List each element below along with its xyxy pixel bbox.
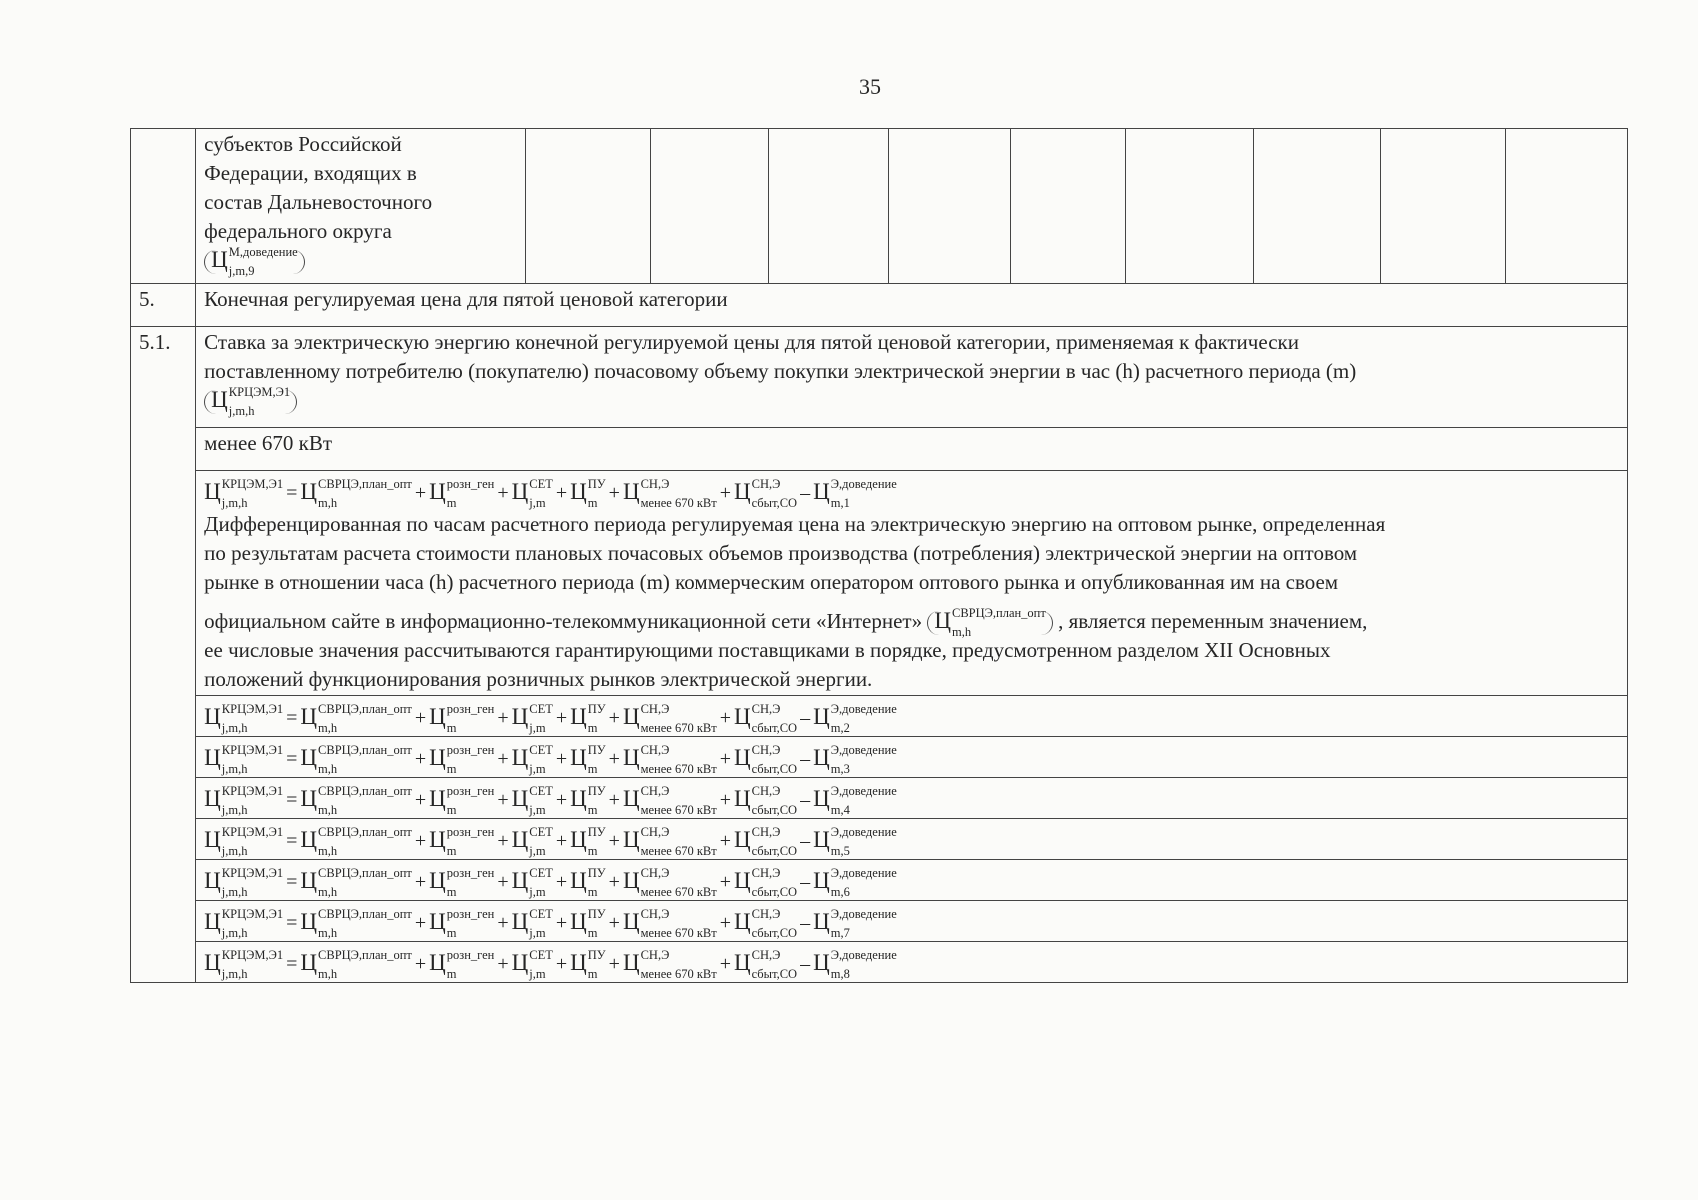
price-symbol: Ц: [511, 950, 529, 975]
price-symbol: Ц: [733, 745, 751, 770]
row-5-1-title: [196, 327, 1628, 428]
row-5-title: Конечная регулируемая цена для пятой ценовой категории: [196, 284, 1628, 327]
value-cell: [1506, 129, 1628, 284]
price-symbol: Ц: [570, 868, 587, 893]
price-symbol: Ц: [813, 704, 830, 729]
value-cell: [1126, 129, 1254, 284]
value-cell: [651, 129, 768, 284]
formula-row: [131, 942, 1628, 983]
value-cell: [768, 129, 889, 284]
formula-cell: [196, 737, 1628, 778]
continuation-num-cell: [131, 129, 196, 284]
price-symbol: Ц: [570, 745, 587, 770]
price-symbol: Ц: [204, 909, 221, 934]
price-symbol: Ц: [570, 704, 587, 729]
continuation-text-line: субъектов Российской: [204, 132, 402, 156]
inline-formula: Ц СВРЦЭ,план_опт m,h: [927, 611, 1052, 635]
price-symbol: Ц: [733, 909, 751, 934]
price-symbol: Ц: [570, 909, 587, 934]
row-5-1-text-line: поставленному потребителю (покупателю) почасовому объему покупки электрической энергии в час (h) расчетного периода (m): [204, 359, 1357, 383]
price-symbol: Ц: [429, 786, 446, 811]
continuation-text-line: федерального округа: [204, 219, 392, 243]
value-cell: [1381, 129, 1506, 284]
price-symbol: Ц: [511, 745, 529, 770]
row-5-num: 5.: [131, 284, 196, 327]
price-symbol: Ц: [511, 704, 529, 729]
price-symbol: Ц: [570, 827, 587, 852]
formula-row: [131, 819, 1628, 860]
value-cell: [889, 129, 1011, 284]
value-cell: [1010, 129, 1125, 284]
price-symbol: Ц: [733, 786, 751, 811]
formula-cell: [196, 942, 1628, 983]
price-symbol: Ц: [622, 868, 640, 893]
row-5: [131, 284, 1628, 327]
formula-row: [131, 696, 1628, 737]
price-symbol: Ц: [429, 704, 446, 729]
price-symbol: Ц: [204, 950, 221, 975]
page-number: 35: [859, 74, 881, 99]
price-symbol: Ц: [813, 868, 830, 893]
continuation-row: [131, 129, 1628, 284]
price-symbol: Ц: [300, 479, 318, 504]
price-symbol: Ц: [300, 909, 318, 934]
price-symbol: Ц: [622, 479, 640, 504]
price-symbol: Ц: [429, 745, 446, 770]
price-symbol: Ц: [511, 479, 529, 504]
continuation-text-cell: [196, 129, 526, 284]
price-symbol: Ц: [622, 950, 640, 975]
price-symbol: Ц: [813, 745, 830, 770]
price-symbol: Ц: [429, 950, 446, 975]
price-symbol: Ц: [204, 479, 221, 504]
price-symbol: Ц: [204, 827, 221, 852]
price-symbol: Ц: [204, 868, 221, 893]
price-symbol: Ц: [622, 786, 640, 811]
price-symbol: Ц: [570, 479, 587, 504]
price-symbol: Ц: [570, 786, 587, 811]
price-formula: Ц КРЦЭМ,Э1 j,m,h = Ц СВРЦЭ,план_опт m,h + Ц розн_ген m + Ц СЕТ j,m + Ц ПУ m + Ц СН,Э менее 670 кВт + Ц СН,Э сбыт,СО – Ц Э,доведение m,5: [204, 825, 897, 859]
continuation-text-line: Федерации, входящих в: [204, 161, 417, 185]
price-symbol: Ц: [300, 950, 318, 975]
price-symbol: Ц: [622, 745, 640, 770]
price-formula: Ц КРЦЭМ,Э1 j,m,h = Ц СВРЦЭ,план_опт m,h + Ц розн_ген m + Ц СЕТ j,m + Ц ПУ m + Ц СН,Э менее 670 кВт + Ц СН,Э сбыт,СО – Ц Э,доведение m,7: [204, 907, 897, 941]
formula-row: [131, 901, 1628, 942]
row-5-1-text-line: Ставка за электрическую энергию конечной регулируемой цены для пятой ценовой категории, применяемая к фактически: [204, 330, 1299, 354]
price-symbol: Ц: [733, 950, 751, 975]
formula-row: [131, 778, 1628, 819]
price-symbol: Ц: [622, 704, 640, 729]
price-symbol: Ц: [300, 786, 318, 811]
price-symbol: Ц: [429, 827, 446, 852]
price-symbol: Ц: [300, 704, 318, 729]
formula-cell: [196, 778, 1628, 819]
price-formula: Ц КРЦЭМ,Э1 j,m,h = Ц СВРЦЭ,план_опт m,h + Ц розн_ген m + Ц СЕТ j,m + Ц ПУ m + Ц СН,Э менее 670 кВт + Ц СН,Э сбыт,СО – Ц Э,доведение m,6: [204, 866, 897, 900]
price-symbol: Ц: [204, 786, 221, 811]
price-symbol: Ц: [429, 909, 446, 934]
continuation-formula: Ц М,доведение j,m,9: [204, 250, 305, 274]
price-symbol: Ц: [300, 745, 318, 770]
price-symbol: Ц: [622, 909, 640, 934]
price-symbol: Ц: [813, 827, 830, 852]
price-formula: Ц КРЦЭМ,Э1 j,m,h = Ц СВРЦЭ,план_опт m,h + Ц розн_ген m + Ц СЕТ j,m + Ц ПУ m + Ц СН,Э менее 670 кВт + Ц СН,Э сбыт,СО – Ц Э,доведение m,4: [204, 784, 897, 818]
price-symbol: Ц: [813, 909, 830, 934]
price-symbol: Ц: [511, 868, 529, 893]
description-line: по результатам расчета стоимости плановых почасовых объемов производства (потребления) электрической энергии на оптовом: [204, 541, 1358, 565]
price-formula: Ц КРЦЭМ,Э1 j,m,h = Ц СВРЦЭ,план_опт m,h + Ц розн_ген m + Ц СЕТ j,m + Ц ПУ m + Ц СН,Э менее 670 кВт + Ц СН,Э сбыт,СО – Ц Э,доведение m,2: [204, 702, 897, 736]
price-symbol: Ц: [511, 786, 529, 811]
description-line: положений функционирования розничных рынков электрической энергии.: [204, 667, 873, 691]
price-symbol: Ц: [733, 827, 751, 852]
formula-row: [131, 471, 1628, 696]
row-5-1-formula: Ц КРЦЭМ,Э1 j,m,h: [204, 390, 297, 414]
price-symbol: Ц: [511, 827, 529, 852]
row-5-1: [131, 327, 1628, 428]
price-symbol: Ц: [300, 827, 318, 852]
price-formula: Ц КРЦЭМ,Э1 j,m,h = Ц СВРЦЭ,план_опт m,h + Ц розн_ген m + Ц СЕТ j,m + Ц ПУ m + Ц СН,Э менее 670 кВт + Ц СН,Э сбыт,СО – Ц Э,доведение m,1: [204, 477, 897, 511]
price-formula: Ц КРЦЭМ,Э1 j,m,h = Ц СВРЦЭ,план_опт m,h + Ц розн_ген m + Ц СЕТ j,m + Ц ПУ m + Ц СН,Э менее 670 кВт + Ц СН,Э сбыт,СО – Ц Э,доведение m,3: [204, 743, 897, 777]
formula-row: [131, 860, 1628, 901]
price-symbol: Ц: [204, 704, 221, 729]
description-line: ее числовые значения рассчитываются гарантирующими поставщиками в порядке, предусмотренном разделом XII Основных: [204, 638, 1331, 662]
formula-description: [204, 510, 1619, 694]
price-formula: Ц КРЦЭМ,Э1 j,m,h = Ц СВРЦЭ,план_опт m,h + Ц розн_ген m + Ц СЕТ j,m + Ц ПУ m + Ц СН,Э менее 670 кВт + Ц СН,Э сбыт,СО – Ц Э,доведение m,8: [204, 948, 897, 982]
capacity-label: менее 670 кВт: [196, 428, 1628, 471]
price-symbol: Ц: [733, 479, 751, 504]
price-symbol: Ц: [511, 909, 529, 934]
value-cell: [526, 129, 651, 284]
price-symbol: Ц: [300, 868, 318, 893]
description-line: официальном сайте в информационно-телекоммуникационной сети «Интернет» Ц СВРЦЭ,план_опт m,h , является переменным значением,: [204, 606, 1368, 640]
formula-row: [131, 737, 1628, 778]
price-symbol: Ц: [813, 786, 830, 811]
formula-description-cell: [196, 471, 1628, 696]
price-symbol: Ц: [733, 868, 751, 893]
description-line: рынке в отношении часа (h) расчетного периода (m) коммерческим оператором оптового рынка и опубликованная им на своем: [204, 570, 1339, 594]
price-symbol: Ц: [813, 479, 830, 504]
price-symbol: Ц: [813, 950, 830, 975]
capacity-row: [131, 428, 1628, 471]
formula-cell: [196, 819, 1628, 860]
value-cell: [1254, 129, 1381, 284]
price-table: [130, 128, 1628, 983]
price-symbol: Ц: [429, 868, 446, 893]
price-symbol: Ц: [429, 479, 446, 504]
formula-cell: [196, 901, 1628, 942]
formula-cell: [196, 696, 1628, 737]
price-symbol: Ц: [733, 704, 751, 729]
price-symbol: Ц: [204, 745, 221, 770]
description-line: Дифференцированная по часам расчетного периода регулируемая цена на электрическую энергию на оптовом рынке, определенная: [204, 512, 1386, 536]
row-5-1-num: 5.1.: [131, 327, 196, 983]
continuation-text-line: состав Дальневосточного: [204, 190, 433, 214]
formula-cell: [196, 860, 1628, 901]
price-symbol: Ц: [570, 950, 587, 975]
price-symbol: Ц: [622, 827, 640, 852]
